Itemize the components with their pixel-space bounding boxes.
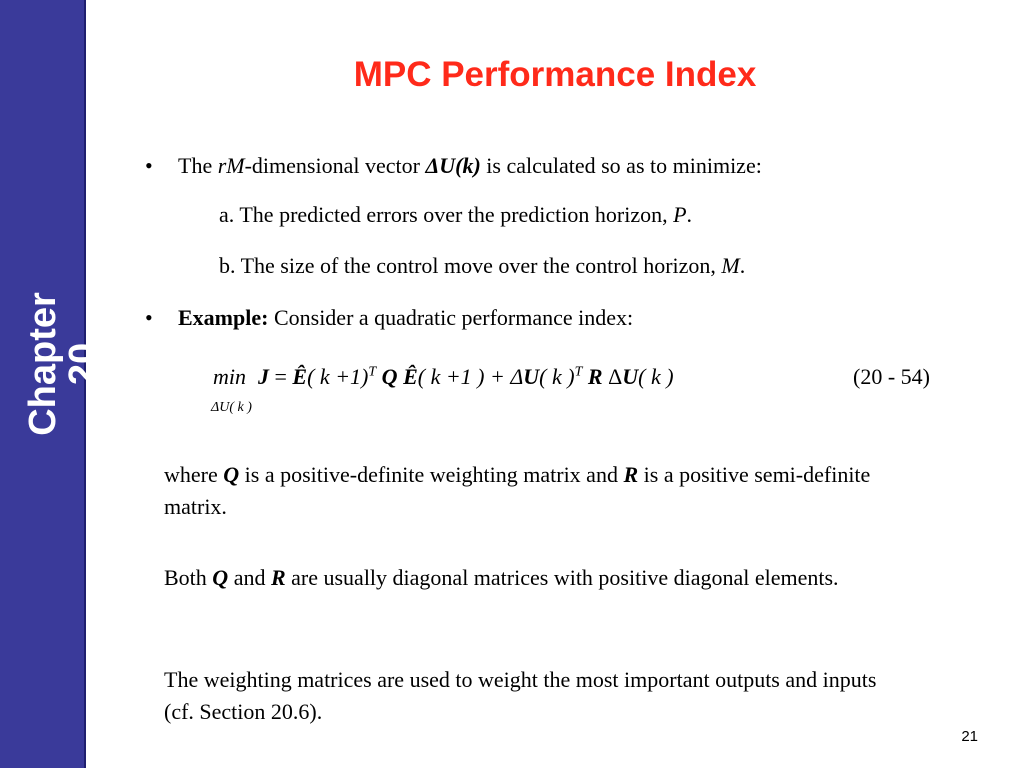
var-p: P [673,202,687,227]
text-run: The [178,153,218,178]
var-q: Q [223,462,240,487]
eq-equals: = [269,364,293,389]
text-run: b. The size of the control move over the control horizon, [219,253,722,278]
var-rm: rM [217,153,245,178]
chapter-sidebar [0,0,104,768]
text-run: and [228,565,271,590]
text-run: are usually diagonal matrices with positive diagonal elements. [285,565,839,590]
text-run: Both [164,565,213,590]
bullet-1-text [178,153,762,179]
bullet-2-text [178,305,633,331]
equation-number: (20 - 54) [853,364,930,389]
chapter-label: Chapter 20 [22,292,104,436]
paragraph-2 [164,562,884,594]
eq-q: Q [376,364,404,389]
eq-r: R [582,364,609,389]
eq-arg: ( k +1) [307,364,369,389]
eq-min-subscript: ΔU( k ) [211,400,252,415]
eq-ehat: Ê [292,364,308,389]
item-b [219,253,745,279]
var-m: M [721,253,740,278]
eq-u: U [523,364,540,389]
text-run: where [164,462,224,487]
page-number: 21 [961,728,978,745]
text-run: is a positive-definite weighting matrix and [239,462,624,487]
eq-transpose: T [368,364,377,380]
eq-delta: Δ [608,364,623,389]
eq-ehat: Ê [403,364,418,389]
paragraph-3: The weighting matrices are used to weight the most important outputs and inputs (cf. Section 20.6). [164,667,877,724]
paragraph-1 [164,459,884,523]
slide-title: MPC Performance Index [353,55,757,94]
example-label: Example: [178,305,269,330]
eq-arg: ( k +1 ) + Δ [417,364,524,389]
text-run: Consider a quadratic performance index: [268,305,634,330]
eq-u: U [622,364,639,389]
eq-transpose: T [574,364,583,380]
var-r: R [270,565,286,590]
bullet-marker: • [145,305,153,330]
eq-j: J [258,364,269,389]
var-delta-u: ΔU(k) [425,153,481,178]
item-a [219,202,692,228]
var-q: Q [212,565,229,590]
eq-min: min [213,364,246,389]
text-run: a. The predicted errors over the prediction horizon, [219,202,674,227]
text-run: -dimensional vector [244,153,426,178]
bullet-marker: • [145,153,153,178]
eq-arg: ( k ) [539,364,575,389]
performance-equation [211,364,674,415]
text-run: is calculated so as to minimize: [480,153,762,178]
text-run: . [739,253,746,278]
var-r: R [623,462,639,487]
text-run: is a positive semi-definite matrix. [164,462,871,519]
text-run: . [686,202,693,227]
eq-arg: ( k ) [638,364,674,389]
